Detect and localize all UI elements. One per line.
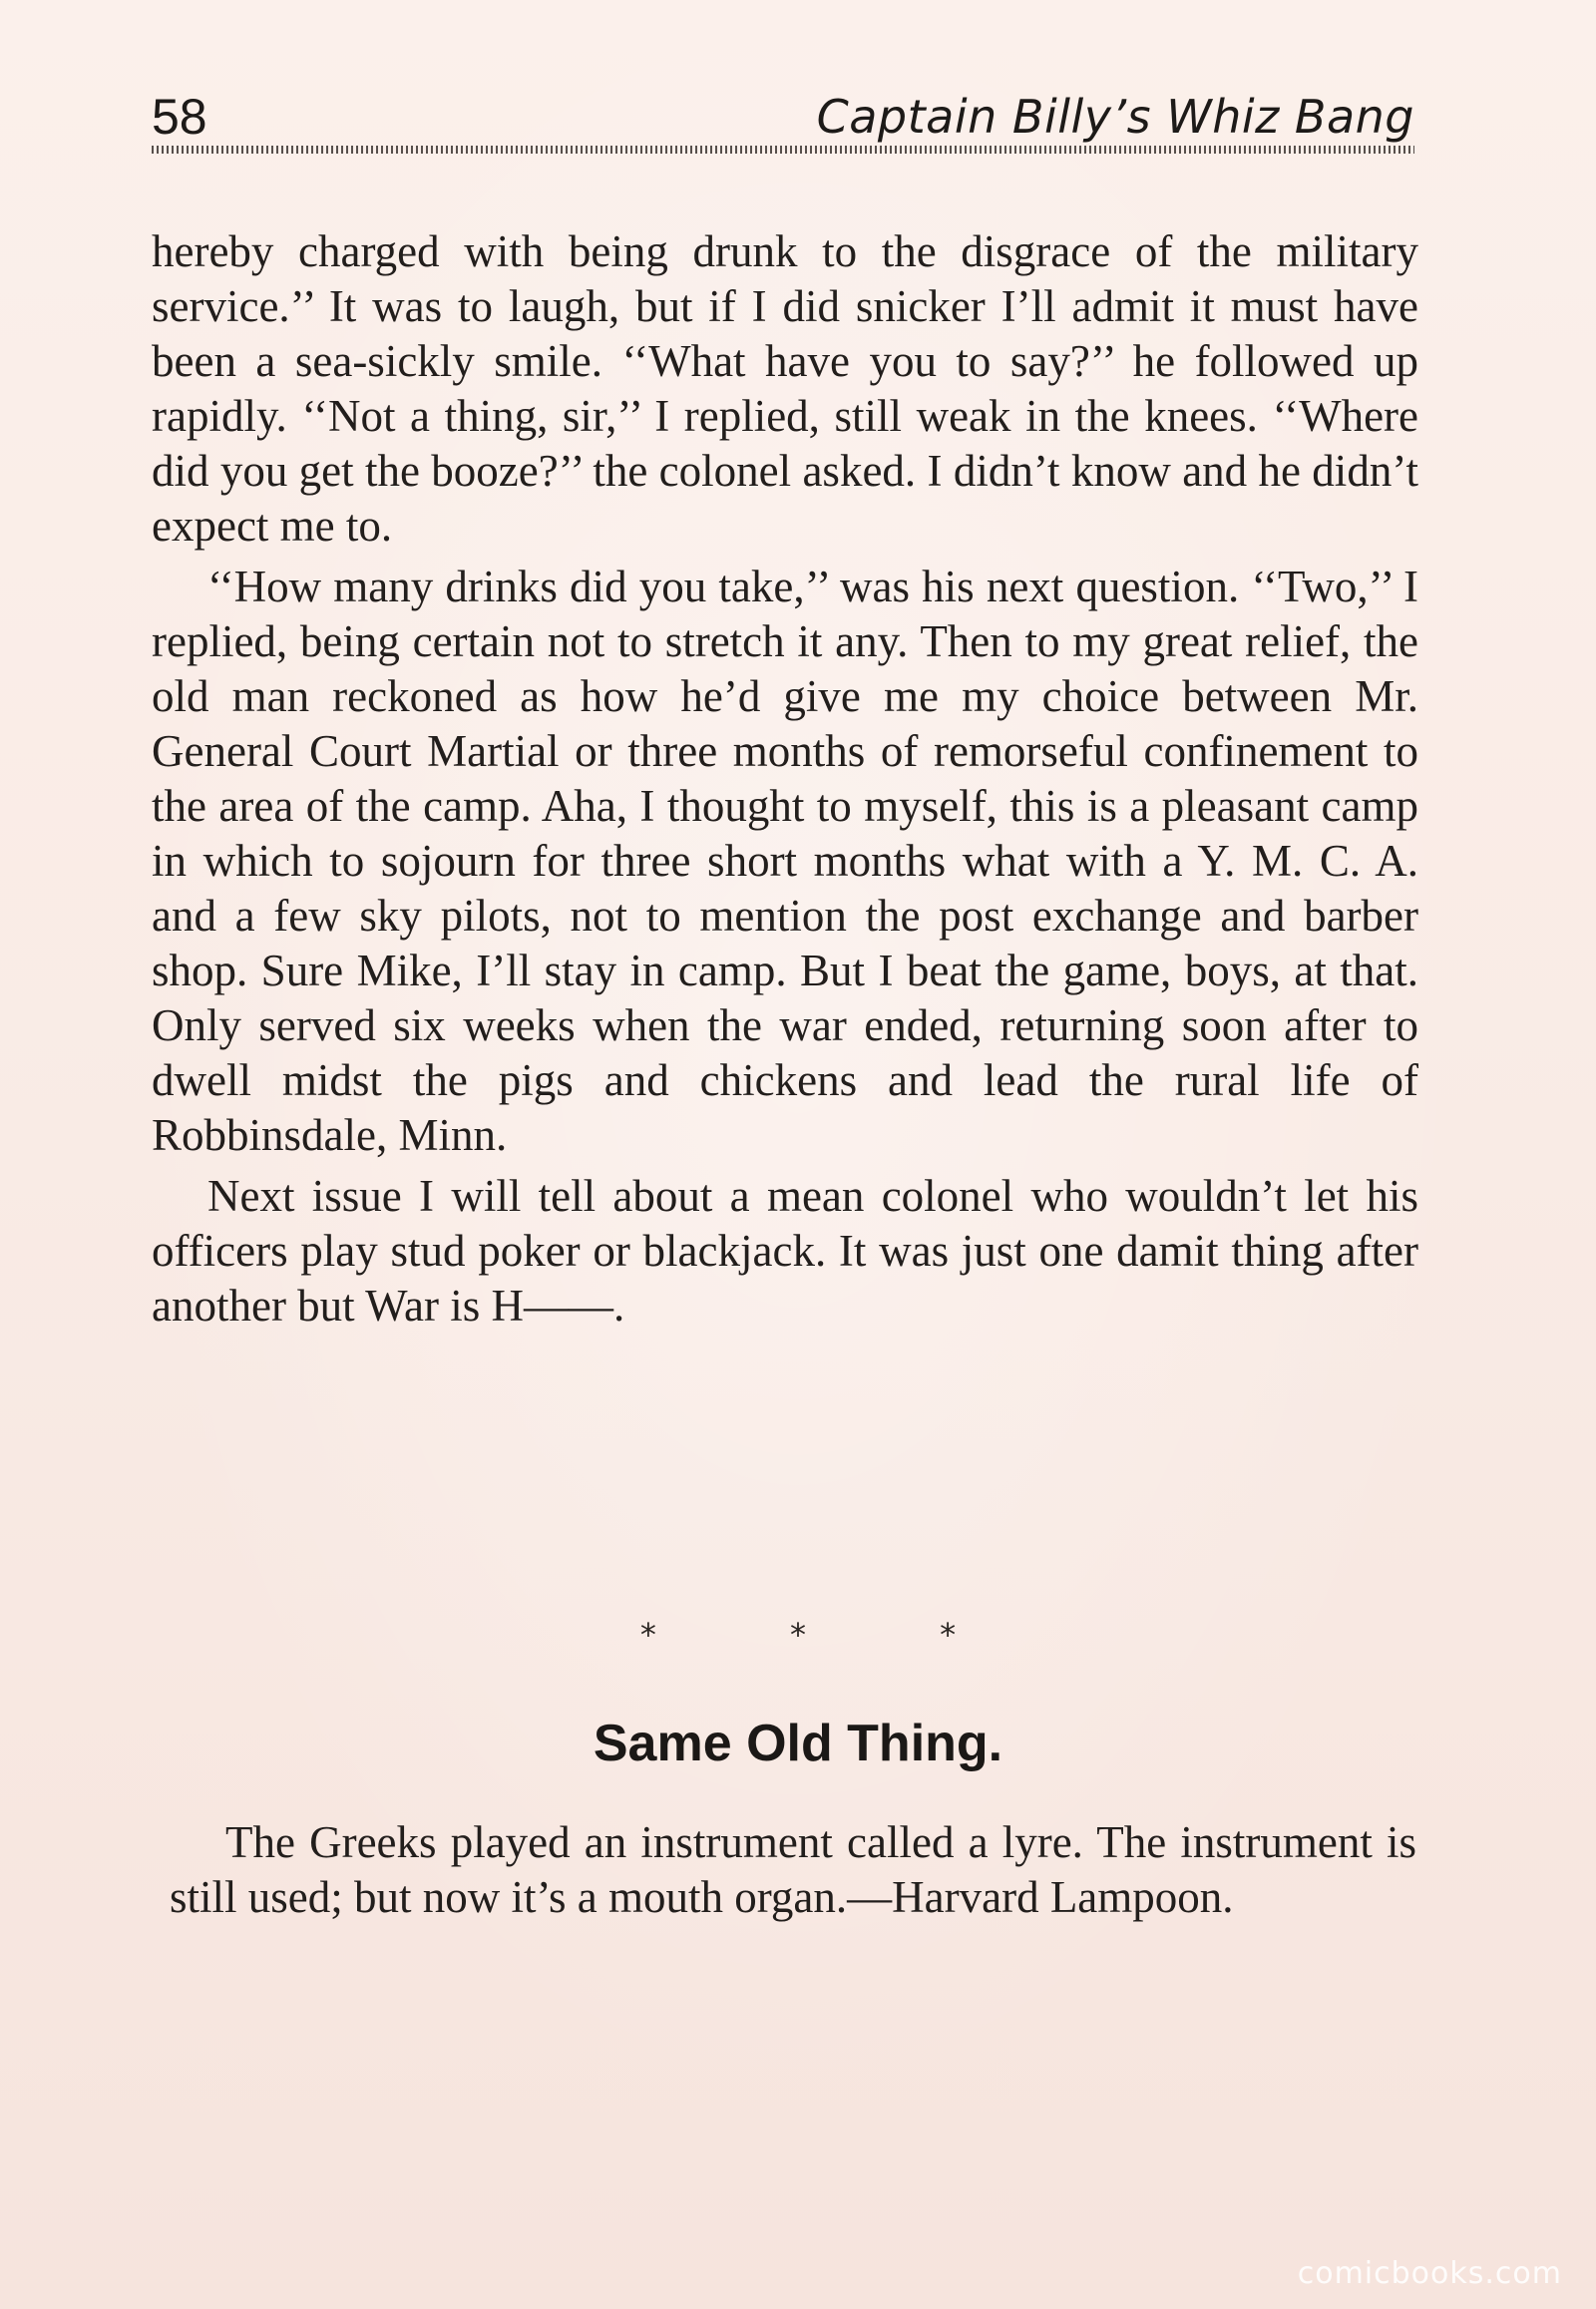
article-body [152, 224, 1418, 1340]
article-paragraph: ‘‘How many drinks did you take,’’ was his next question. ‘‘Two,’’ I replied, being certain not to stretch it any. Then to my great relief, the old man reckoned as how he’d give me my choice between Mr. General Court Martial or three months of remorseful confinement to the area of the camp. Aha, I thought to myself, this is a pleasant camp in which to sojourn for three short months what with a Y. M. C. A. and a few sky pilots, not to mention the post exchange and barber shop. Sure Mike, I’ll stay in camp. But I beat the game, boys, at that. Only served six weeks when the war ended, returning soon after to dwell midst the pigs and chickens and lead the rural life of Robbinsdale, Minn. [152, 562, 1418, 1160]
section-body [170, 1815, 1416, 1931]
section-paragraph: The Greeks played an instrument called a lyre. The instrument is still used; but now it’s a mouth organ.—Harvard Lampoon. [170, 1817, 1416, 1922]
article-paragraph: Next issue I will tell about a mean colonel who wouldn’t let his officers play stud poker or blackjack. It was just one damit thing after another but War is H——. [152, 1171, 1418, 1331]
article-paragraph: hereby charged with being drunk to the disgrace of the military service.’’ It was to laugh, but if I did snicker I’ll admit it must have been a sea-sickly smile. ‘‘What have you to say?’’ he followed up rapidly. ‘‘Not a thing, sir,’’ I replied, still weak in the knees. ‘‘Where did you get the booze?’’ the colonel asked. I didn’t know and he didn’t expect me to. [152, 226, 1418, 551]
header-rule [152, 146, 1414, 154]
running-title: Captain Billy’s Whiz Bang [816, 90, 1414, 144]
page-header [152, 82, 1414, 152]
page-number: 58 [152, 89, 207, 145]
section-heading: Same Old Thing. [593, 1715, 1003, 1772]
section-divider-ornament: * * * [639, 1616, 1018, 1654]
watermark: comicbooks.com [1297, 2256, 1562, 2291]
